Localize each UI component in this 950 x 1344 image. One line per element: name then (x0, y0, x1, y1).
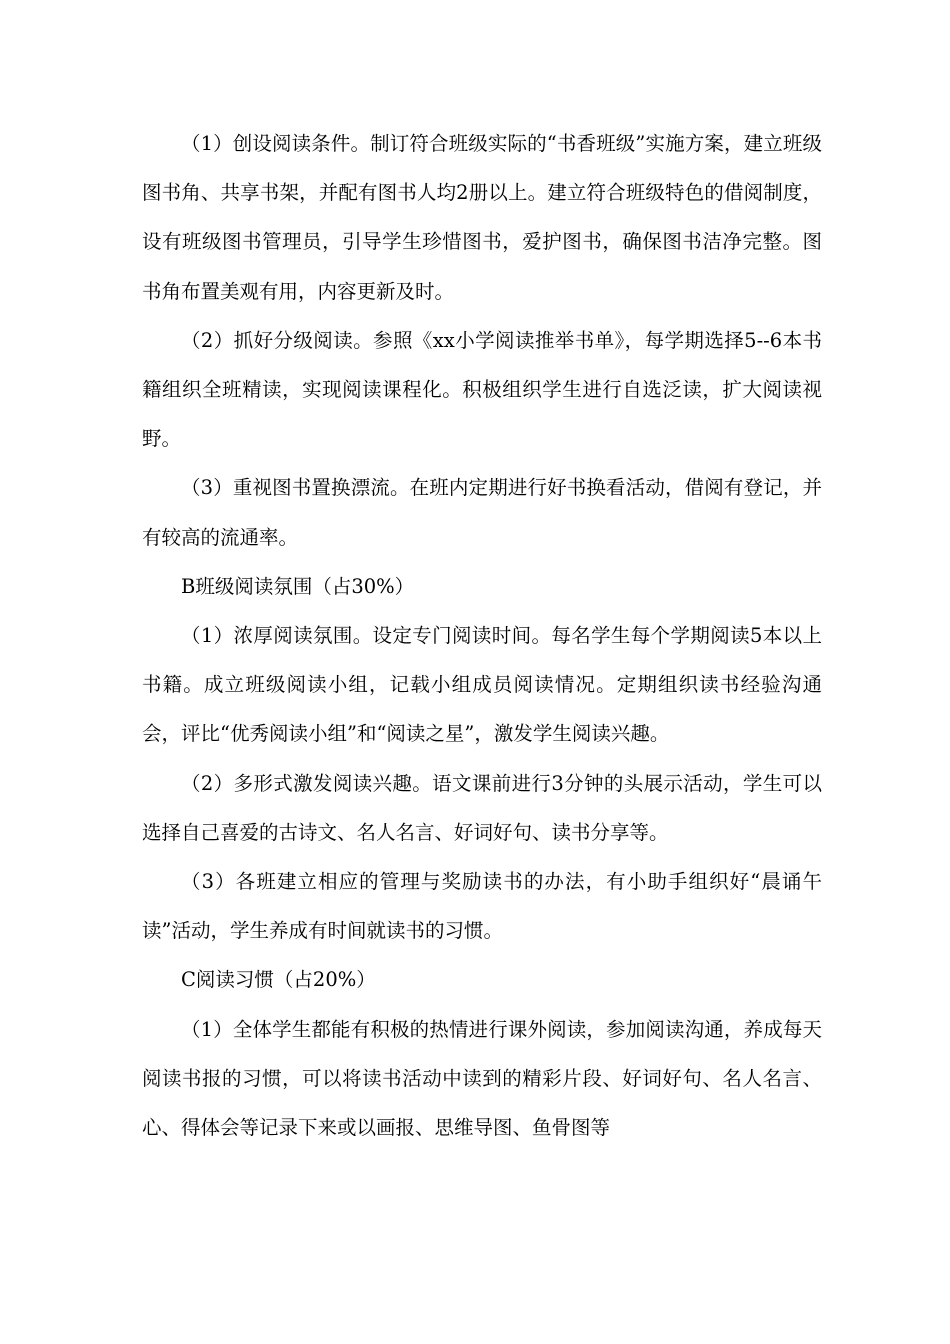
section-heading-class-atmosphere: B班级阅读氛围（占30%） (181, 574, 415, 598)
paragraph-reading-interest: （2）多形式激发阅读兴趣。语文课前进行3分钟的头展示活动，学生可以选择自己喜爱的古诗文、名人名言、好词好句、读书分享等。 (142, 771, 822, 844)
paragraph-reading-conditions: （1）创设阅读条件。制订符合班级实际的“书香班级”实施方案，建立班级图书角、共享书架，并配有图书人均2册以上。建立符合班级特色的借阅制度，设有班级图书管理员，引导学生珍惜图书，爱护图书，确保图书洁净完整。图书角布置美观有用，内容更新及时。 (142, 132, 822, 303)
paragraph-reading-atmosphere: （1）浓厚阅读氛围。设定专门阅读时间。每名学生每个学期阅读5本以上书籍。成立班级阅读小组，记载小组成员阅读情况。定期组织读书经验沟通会，评比“优秀阅读小组”和“阅读之星”，激发学生阅读兴趣。 (142, 624, 822, 746)
paragraph-book-exchange: （3）重视图书置换漂流。在班内定期进行好书换看活动，借阅有登记，并有较高的流通率。 (142, 476, 822, 549)
paragraph-reading-habits: （1）全体学生都能有积极的热情进行课外阅读，参加阅读沟通，养成每天阅读书报的习惯，可以将读书活动中读到的精彩片段、好词好句、名人名言、心、得体会等记录下来或以画报、思维导图、鱼骨图等 (142, 1017, 822, 1140)
paragraph-reward-methods: （3）各班建立相应的管理与奖励读书的办法，有小助手组织好“晨诵午读”活动，学生养成有时间就读书的习惯。 (142, 870, 822, 943)
paragraph-graded-reading: （2）抓好分级阅读。参照《xx小学阅读推举书单》，每学期选择5--6本书籍组织全班精读，实现阅读课程化。积极组织学生进行自选泛读，扩大阅读视野。 (142, 328, 822, 451)
section-heading-reading-habits: C阅读习惯（占20%） (181, 968, 376, 992)
document-body (142, 119, 822, 1152)
